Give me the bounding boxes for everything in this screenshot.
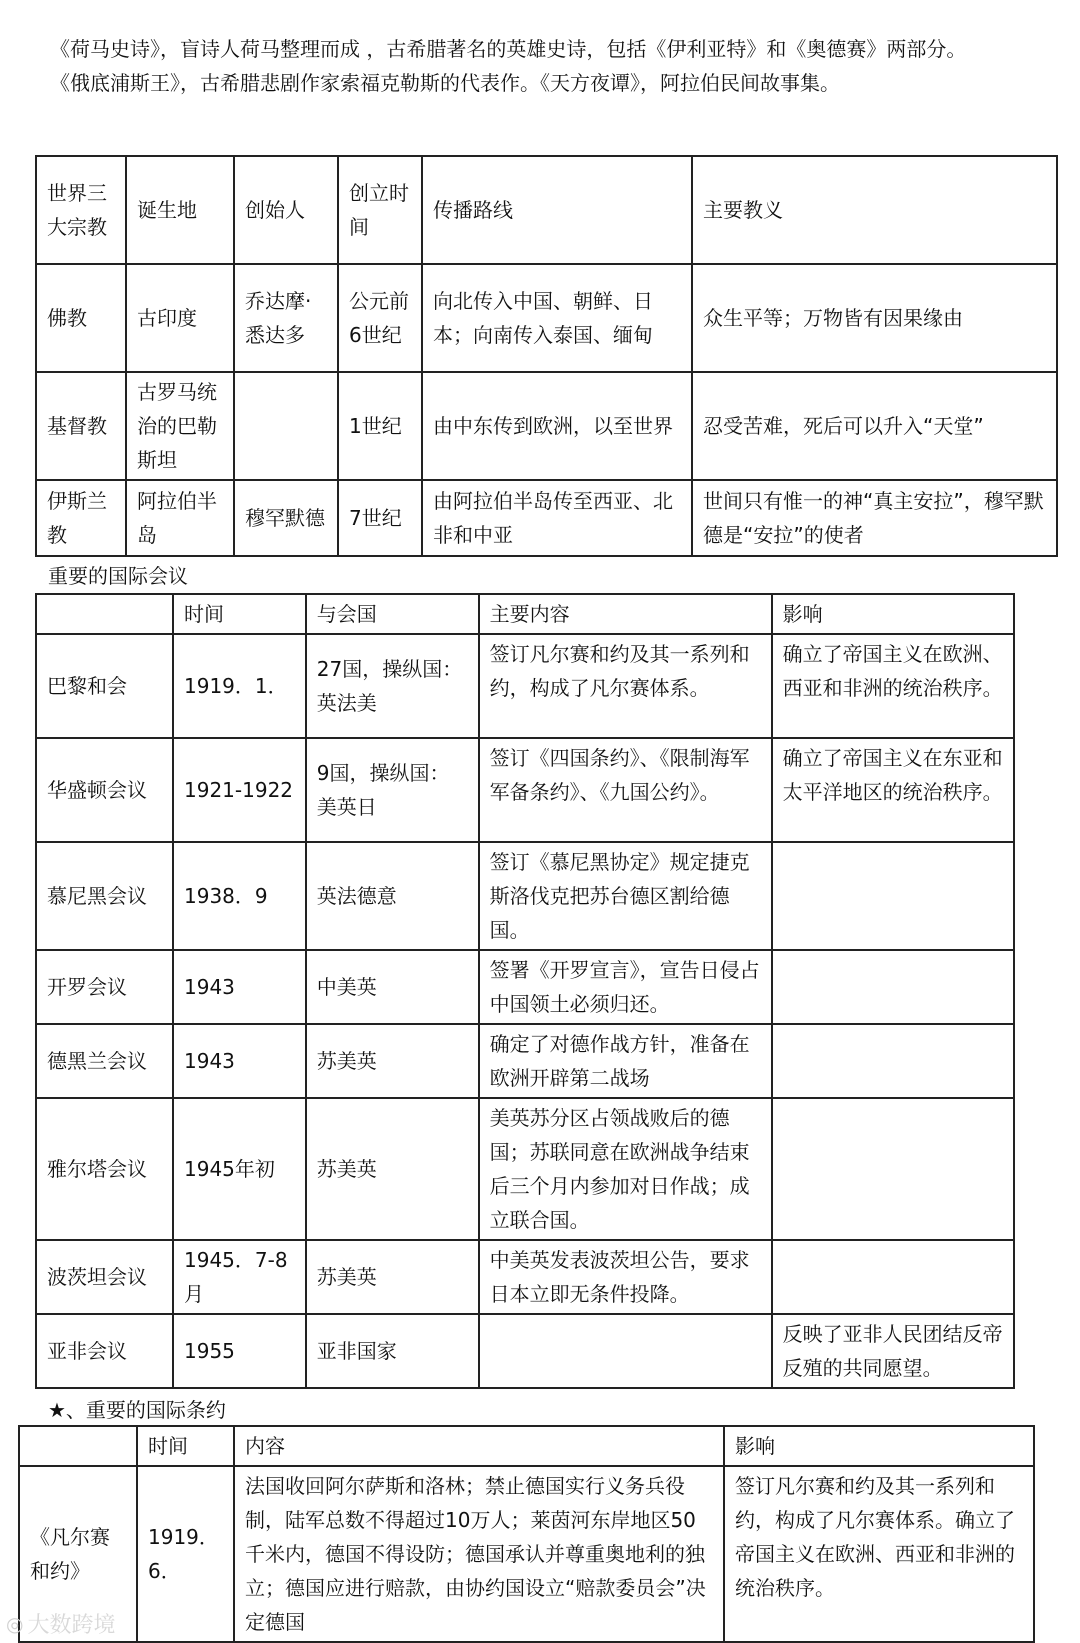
section-title-treaties: ★、重要的国际条约 (48, 1398, 226, 1422)
header-cell (36, 594, 173, 634)
religions-table (35, 155, 1058, 557)
header-cell: 诞生地 (126, 156, 234, 264)
conference-participants: 27国，操纵国：英法美 (306, 634, 479, 738)
table-row (36, 372, 1057, 480)
treaties-table (18, 1425, 1035, 1643)
founded-time: 7世纪 (338, 480, 422, 556)
logo-icon: ◎ (6, 1611, 24, 1636)
header-cell: 时间 (137, 1426, 234, 1466)
founder (234, 372, 338, 480)
watermark (6, 1608, 115, 1639)
birthplace: 阿拉伯半岛 (126, 480, 234, 556)
conference-impact: 反映了亚非人民团结反帝反殖的共同愿望。 (772, 1314, 1014, 1388)
conference-impact (772, 1240, 1014, 1314)
header-cell: 影响 (772, 594, 1014, 634)
birthplace: 古罗马统治的巴勒斯坦 (126, 372, 234, 480)
conference-name: 慕尼黑会议 (36, 842, 173, 950)
header-cell: 世界三大宗教 (36, 156, 126, 264)
conference-participants: 苏美英 (306, 1240, 479, 1314)
treaty-time: 1919．6． (137, 1466, 234, 1642)
conference-participants: 中美英 (306, 950, 479, 1024)
spread-route: 由中东传到欧洲，以至世界 (422, 372, 692, 480)
founded-time: 1世纪 (338, 372, 422, 480)
header-cell: 传播路线 (422, 156, 692, 264)
header-cell: 创立时间 (338, 156, 422, 264)
table-row (36, 1024, 1014, 1098)
watermark-text: 大数跨境 (27, 1613, 116, 1638)
conference-participants: 英法德意 (306, 842, 479, 950)
conference-name: 德黑兰会议 (36, 1024, 173, 1098)
table-header-row (19, 1426, 1034, 1466)
conference-name: 亚非会议 (36, 1314, 173, 1388)
conference-name: 巴黎和会 (36, 634, 173, 738)
conference-time: 1919．1． (173, 634, 306, 738)
conference-content: 确定了对德作战方针，准备在欧洲开辟第二战场 (479, 1024, 772, 1098)
founder: 乔达摩·悉达多 (234, 264, 338, 372)
conference-content: 签订《慕尼黑协定》规定捷克斯洛伐克把苏台德区割给德国。 (479, 842, 772, 950)
spread-route: 向北传入中国、朝鲜、日本；向南传入泰国、缅甸 (422, 264, 692, 372)
main-doctrine: 世间只有惟一的神“真主安拉”，穆罕默德是“安拉”的使者 (692, 480, 1057, 556)
conference-participants: 亚非国家 (306, 1314, 479, 1388)
conference-time: 1945．7-8月 (173, 1240, 306, 1314)
header-cell (19, 1426, 137, 1466)
table-row (36, 480, 1057, 556)
conference-name: 波茨坦会议 (36, 1240, 173, 1314)
conference-time: 1938．9 (173, 842, 306, 950)
conference-impact: 确立了帝国主义在欧洲、西亚和非洲的统治秩序。 (772, 634, 1014, 738)
section-title-conferences: 重要的国际会议 (48, 564, 188, 588)
header-cell: 时间 (173, 594, 306, 634)
table-row (36, 1240, 1014, 1314)
intro-line-2: 《俄底浦斯王》，古希腊悲剧作家索福克勒斯的代表作。《天方夜谭》，阿拉伯民间故事集。 (50, 71, 840, 95)
conference-content (479, 1314, 772, 1388)
table-row (36, 950, 1014, 1024)
table-row (36, 634, 1014, 738)
conferences-table (35, 593, 1015, 1389)
main-doctrine: 众生平等；万物皆有因果缘由 (692, 264, 1057, 372)
table-row (19, 1466, 1034, 1642)
conference-participants: 9国，操纵国：美英日 (306, 738, 479, 842)
conference-name: 开罗会议 (36, 950, 173, 1024)
conference-name: 华盛顿会议 (36, 738, 173, 842)
header-cell: 与会国 (306, 594, 479, 634)
header-cell: 主要内容 (479, 594, 772, 634)
table-row (36, 738, 1014, 842)
conference-content: 签订凡尔赛和约及其一系列和约，构成了凡尔赛体系。 (479, 634, 772, 738)
conference-time: 1943 (173, 950, 306, 1024)
birthplace: 古印度 (126, 264, 234, 372)
treaty-name: 《凡尔赛和约》 (19, 1466, 137, 1642)
intro-text (50, 32, 966, 100)
conference-impact (772, 1098, 1014, 1240)
conference-participants: 苏美英 (306, 1098, 479, 1240)
religion-name: 佛教 (36, 264, 126, 372)
main-doctrine: 忍受苦难，死后可以升入“天堂” (692, 372, 1057, 480)
header-cell: 内容 (234, 1426, 724, 1466)
conference-time: 1955 (173, 1314, 306, 1388)
conference-participants: 苏美英 (306, 1024, 479, 1098)
conference-name: 雅尔塔会议 (36, 1098, 173, 1240)
intro-line-1: 《荷马史诗》，盲诗人荷马整理而成 ，古希腊著名的英雄史诗，包括《伊利亚特》和《奥德赛》两部分。 (50, 37, 967, 61)
religion-name: 基督教 (36, 372, 126, 480)
conference-impact (772, 1024, 1014, 1098)
spread-route: 由阿拉伯半岛传至西亚、北非和中亚 (422, 480, 692, 556)
conference-content: 签署《开罗宣言》，宣告日侵占中国领土必须归还。 (479, 950, 772, 1024)
treaty-content: 法国收回阿尔萨斯和洛林；禁止德国实行义务兵役制，陆军总数不得超过10万人；莱茵河东岸地区50千米内，德国不得设防；德国承认并尊重奥地利的独立；德国应进行赔款，由协约国设立“赔款委员会”决定德国 (234, 1466, 724, 1642)
table-header-row (36, 156, 1057, 264)
header-cell: 创始人 (234, 156, 338, 264)
founder: 穆罕默德 (234, 480, 338, 556)
table-header-row (36, 594, 1014, 634)
conference-impact: 确立了帝国主义在东亚和太平洋地区的统治秩序。 (772, 738, 1014, 842)
founded-time: 公元前6世纪 (338, 264, 422, 372)
header-cell: 主要教义 (692, 156, 1057, 264)
table-row (36, 1098, 1014, 1240)
conference-impact (772, 842, 1014, 950)
header-cell: 影响 (724, 1426, 1034, 1466)
conference-impact (772, 950, 1014, 1024)
table-row (36, 1314, 1014, 1388)
table-row (36, 842, 1014, 950)
conference-time: 1943 (173, 1024, 306, 1098)
religion-name: 伊斯兰教 (36, 480, 126, 556)
conference-time: 1945年初 (173, 1098, 306, 1240)
conference-time: 1921-1922 (173, 738, 306, 842)
conference-content: 中美英发表波茨坦公告，要求日本立即无条件投降。 (479, 1240, 772, 1314)
treaty-impact: 签订凡尔赛和约及其一系列和约，构成了凡尔赛体系。确立了帝国主义在欧洲、西亚和非洲的统治秩序。 (724, 1466, 1034, 1642)
table-row (36, 264, 1057, 372)
conference-content: 美英苏分区占领战败后的德国；苏联同意在欧洲战争结束后三个月内参加对日作战；成立联合国。 (479, 1098, 772, 1240)
conference-content: 签订《四国条约》、《限制海军军备条约》、《九国公约》。 (479, 738, 772, 842)
